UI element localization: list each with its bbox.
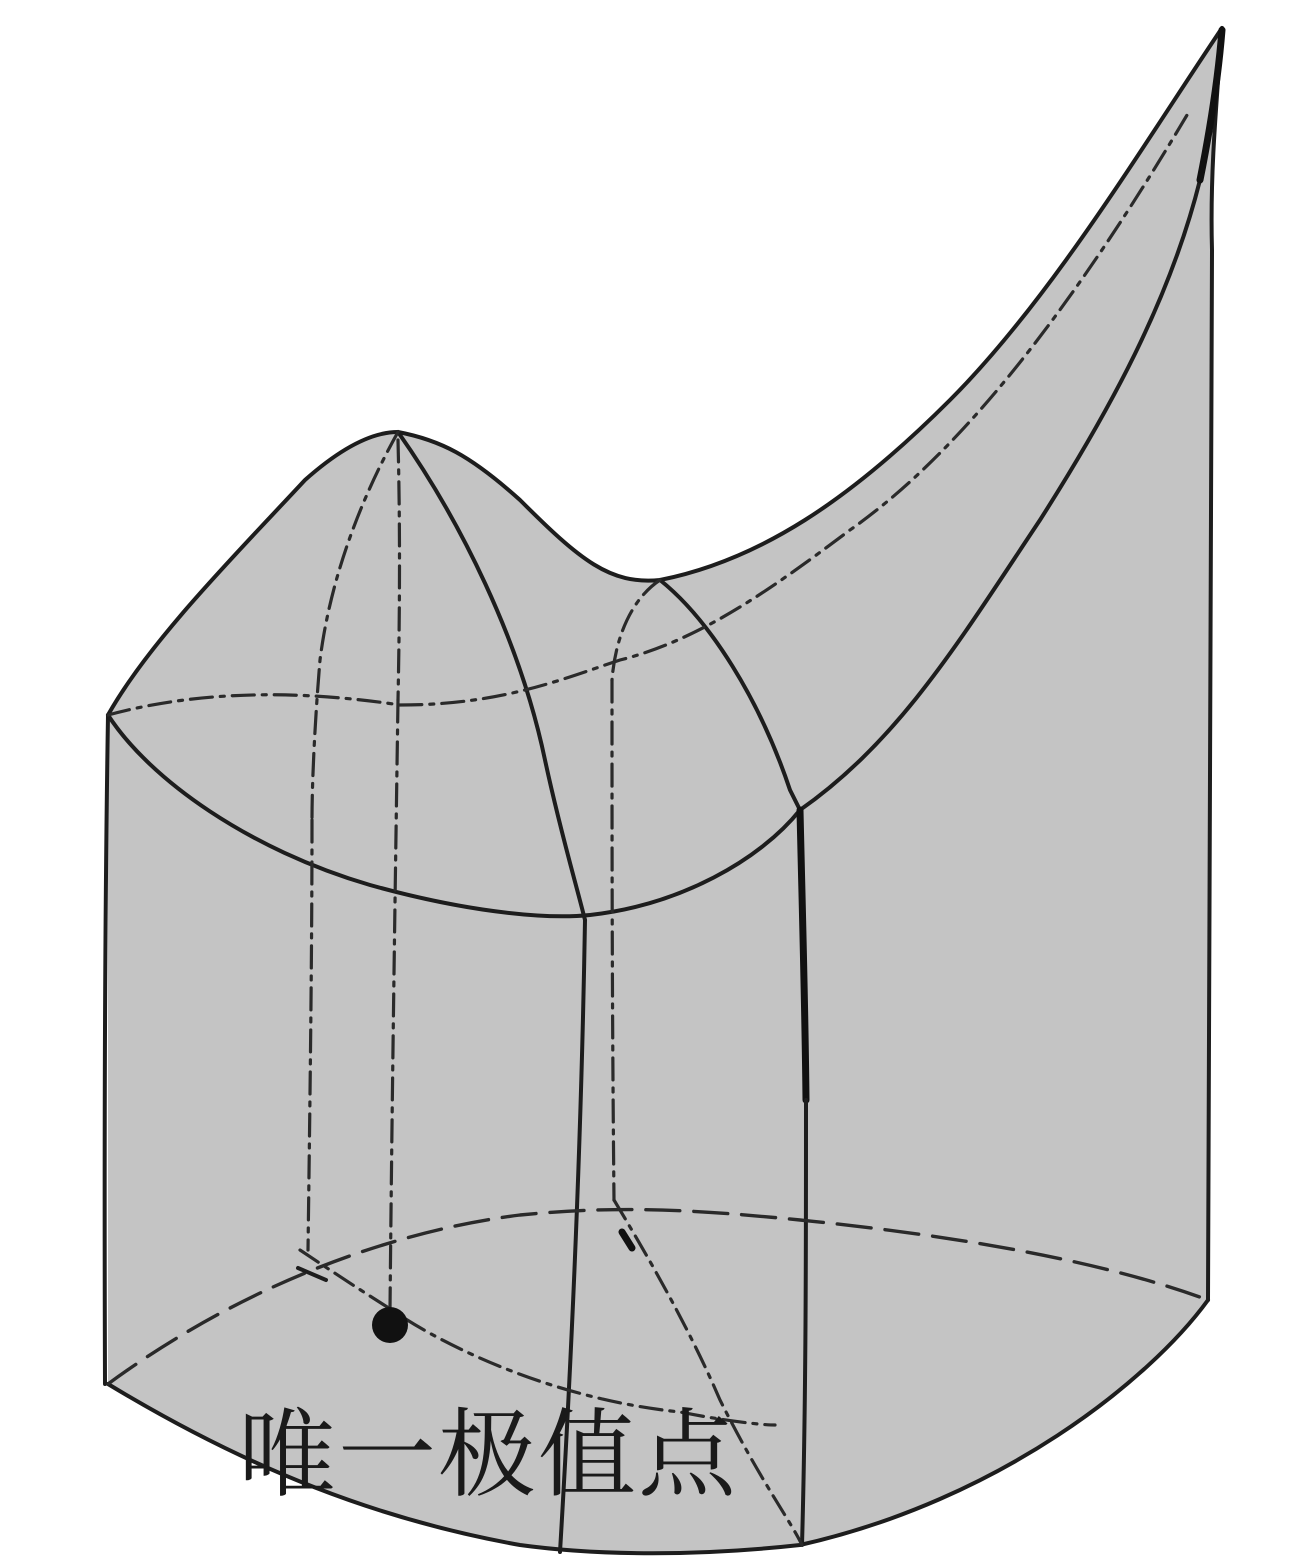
- shaded-surface-region: [108, 28, 1222, 1553]
- left-edge: [105, 715, 108, 1384]
- right-edge: [1208, 28, 1222, 1300]
- extremum-label: 唯一极值点: [238, 1399, 738, 1511]
- extremum-point: [372, 1307, 408, 1343]
